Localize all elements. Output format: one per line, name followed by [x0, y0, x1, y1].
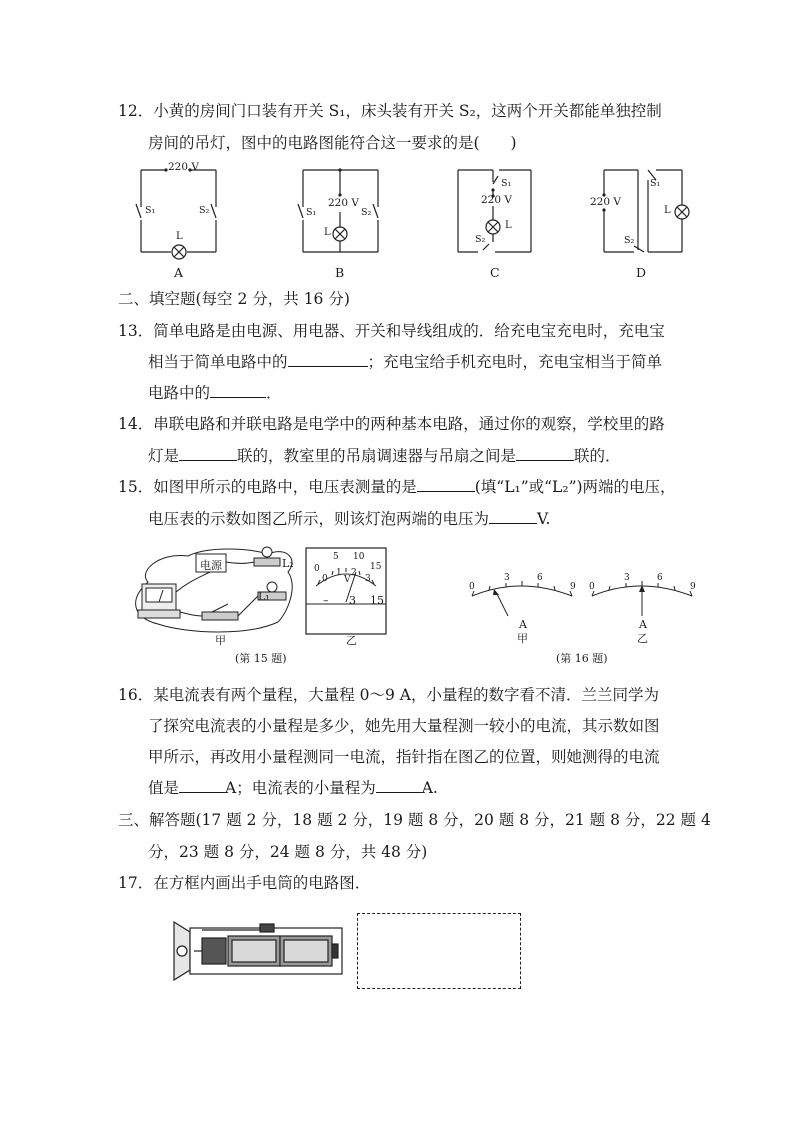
b-lamp: L [324, 227, 331, 238]
fig15-meter-top-10: 10 [353, 552, 365, 562]
d-lamp: L [664, 205, 671, 216]
section3-line2: 分，23 题 8 分，24 题 8 分，共 48 分) [148, 843, 428, 861]
fig16-jia-tick-9: 9 [570, 582, 576, 592]
fig16-jia-tick-0: 0 [469, 582, 475, 592]
fig16-yi-tick-9: 9 [690, 582, 696, 592]
option-c-label: C [490, 265, 500, 280]
q13-line2b: ；充电宝给手机充电时，充电宝相当于简单 [367, 353, 663, 371]
option-b-label: B [335, 265, 345, 280]
q16-line4c: A. [421, 779, 438, 797]
option-a-label: A [174, 265, 184, 280]
q16-line2: 了探究电流表的小量程是多少，她先用大量程测一较小的电流，其示数如图 [148, 717, 660, 735]
fig15-l2: L₂ [282, 557, 294, 570]
fig15-meter-top-15: 15 [370, 562, 382, 572]
fig15-power-label: 电源 [200, 559, 222, 572]
fig16-yi-tick-3: 3 [624, 573, 630, 583]
q13-line3 [148, 383, 282, 403]
q16-blank2[interactable] [376, 778, 422, 793]
q12-line2: 房间的吊灯，图中的电路图能符合这一要求的是( ) [148, 134, 517, 152]
fig16-yi: 乙 [637, 632, 648, 645]
q15-line1b: (填“L₁”或“L₂”)两端的电压， [474, 478, 676, 496]
option-d-label: D [636, 265, 647, 280]
fig16-jia-tick-6: 6 [537, 573, 543, 583]
q15-line1a: 15．如图甲所示的电路中，电压表测量的是 [118, 478, 417, 496]
c-s2: S₂ [475, 234, 486, 245]
q15-line1 [118, 477, 676, 497]
fig15-terminal-15: 15 [370, 594, 384, 607]
q16-line4b: A；电流表的小量程为 [225, 779, 376, 797]
q14-line1: 14．串联电路和并联电路是电学中的两种基本电路，通过你的观察，学校里的路 [118, 415, 665, 433]
fig16-yi-unit: A [639, 618, 647, 631]
q14-blank1[interactable] [179, 446, 237, 461]
q16-line3: 甲所示，再改用小量程测同一电流，指针指在图乙的位置，则她测得的电流 [148, 748, 660, 766]
fig15-meter-bottom-3: 3 [365, 574, 371, 584]
q15-blank1[interactable] [417, 477, 475, 492]
q13-blank1[interactable] [288, 352, 368, 367]
q15-line2b: V. [537, 510, 551, 528]
q15-blank2[interactable] [489, 509, 537, 524]
b-s2: S₂ [361, 207, 372, 218]
a-s1: S₁ [145, 205, 156, 216]
flashlight-illustration [172, 918, 352, 988]
q13-line3a: 电路中的 [148, 384, 211, 402]
fig15-meter-bottom-2: 2 [351, 568, 357, 578]
q14-line2c: 联的． [574, 447, 621, 465]
a-voltage: 220 V [168, 161, 199, 173]
q14-line2 [148, 446, 621, 466]
fig16-jia-tick-3: 3 [504, 573, 510, 583]
fig15-terminal-neg: – [323, 594, 329, 607]
q12-diagrams [0, 160, 794, 290]
q14-line2b: 联的，教室里的吊扇调速器与吊扇之间是 [237, 447, 517, 465]
fig15-meter-top-0: 0 [314, 564, 320, 574]
circuit-c [458, 170, 531, 252]
c-s1: S₁ [501, 178, 512, 189]
a-lamp: L [176, 231, 183, 242]
b-s1: S₁ [306, 207, 317, 218]
fig15-l1: L₁ [258, 590, 270, 603]
q14-blank2[interactable] [516, 446, 574, 461]
fig16-ammeters [468, 574, 708, 634]
fig16-jia-unit: A [519, 618, 527, 631]
q15-line2 [148, 509, 550, 529]
q16-line1: 16．某电流表有两个量程，大量程 0～9 A，小量程的数字看不清．兰兰同学为 [118, 686, 659, 704]
fig16-jia: 甲 [517, 632, 528, 645]
b-voltage: 220 V [328, 197, 359, 209]
q16-blank1[interactable] [179, 778, 225, 793]
q13-line3b: ． [266, 384, 282, 402]
q17-line1: 17．在方框内画出手电筒的电路图． [118, 874, 371, 892]
q16-line4 [148, 778, 438, 798]
q12-line1: 12．小黄的房间门口装有开关 S₁，床头装有开关 S₂，这两个开关都能单独控制 [118, 102, 662, 120]
fig15-caption: (第 15 题) [235, 652, 287, 665]
section2-title: 二、填空题(每空 2 分，共 16 分) [118, 290, 350, 308]
fig16-caption: (第 16 题) [556, 652, 608, 665]
d-voltage: 220 V [590, 196, 621, 208]
c-lamp: L [505, 220, 512, 231]
fig16-yi-tick-0: 0 [589, 582, 595, 592]
fig15-meter-bottom-1: 1 [336, 568, 342, 578]
q13-line1: 13．简单电路是由电源、用电器、开关和导线组成的．给充电宝充电时，充电宝 [118, 322, 665, 340]
fig15-jia: 甲 [215, 634, 226, 647]
fig15-terminal-3: 3 [349, 594, 356, 607]
q16-line4a: 值是 [148, 779, 180, 797]
q13-line2a: 相当于简单电路中的 [148, 353, 288, 371]
answer-box[interactable] [357, 913, 521, 989]
fig15-yi: 乙 [346, 634, 357, 647]
q13-blank2[interactable] [210, 383, 266, 398]
fig16-yi-tick-6: 6 [657, 573, 663, 583]
d-s2: S₂ [624, 235, 635, 246]
section3-line1: 三、解答题(17 题 2 分，18 题 2 分，19 题 8 分，20 题 8 分，21 题 8 分，22 题 4 [118, 811, 711, 829]
a-s2: S₂ [199, 205, 210, 216]
fig15-meter-top-5: 5 [333, 552, 339, 562]
fig15-meter-unit: V [344, 575, 351, 585]
q13-line2 [148, 352, 662, 372]
fig15-meter-bottom-0: 0 [322, 574, 328, 584]
q14-line2a: 灯是 [148, 447, 180, 465]
d-s1: S₁ [650, 178, 661, 189]
q15-line2a: 电压表的示数如图乙所示，则该灯泡两端的电压为 [148, 510, 490, 528]
c-voltage: 220 V [481, 194, 512, 206]
circuit-d [604, 170, 689, 252]
